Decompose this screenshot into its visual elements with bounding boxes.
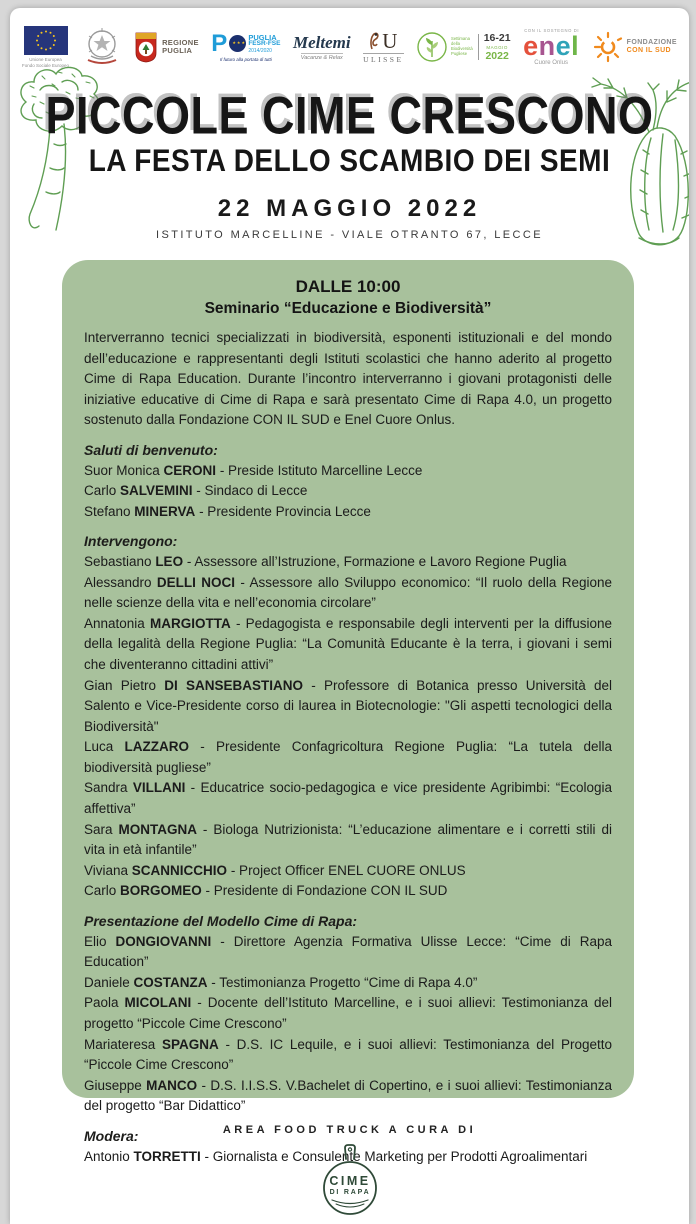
cime-di-rapa-pan-icon	[315, 1142, 385, 1222]
eu-flag-logo	[22, 26, 69, 68]
eu-flag-caption: Unione Europea Fondo Sociale Europeo	[22, 57, 70, 68]
regione-puglia-logo	[134, 31, 199, 63]
speaker-entry: Viviana SCANNICCHIO - Project Officer ENEL CUORE ONLUS	[84, 862, 466, 878]
speaker-entry: Annatonia MARGIOTTA - Pedagogista e responsabile degli interventi per la diffusione della legalità della Regione Puglia: “La Comunità Educante è la terra, i giovani i semi che diventeranno cittadini attivi”	[84, 615, 612, 672]
eu-flag-icon	[24, 26, 68, 55]
poster-card	[10, 8, 689, 1224]
po-puglia-line3: 2014/2020	[248, 47, 272, 54]
speaker-entry: Sebastiano LEO - Assessore all’Istruzione, Formazione e Lavoro Regione Puglia	[84, 553, 567, 569]
speaker-entry: Mariateresa SPAGNA - D.S. IC Lequile, e i suoi allievi: Testimonianza del Progetto “Piccole Cime Crescono”	[84, 1036, 613, 1073]
speaker-entry: Sandra VILLANI - Educatrice socio-pedagogica e vice presidente Agribimbi: “Ecologia affettiva”	[84, 780, 612, 817]
speaker-entry: Luca LAZZARO - Presidente Confagricoltura Regione Puglia: “La tutela della biodiversità pugliese”	[84, 739, 612, 775]
po-puglia-p: P	[211, 29, 228, 57]
page-subtitle: LA FESTA DELLO SCAMBIO DEI SEMI	[88, 143, 611, 178]
program-time: DALLE 10:00	[295, 277, 401, 296]
regione-puglia-label: REGIONE PUGLIA	[162, 37, 199, 55]
food-truck-label: AREA FOOD TRUCK A CURA DI	[222, 1124, 477, 1136]
ulisse-u: U	[382, 28, 398, 53]
event-date: 22 MAGGIO 2022	[217, 195, 482, 222]
po-puglia-line1: PUGLIA	[248, 32, 277, 42]
po-puglia-tagline: Il futuro alla portata di tutti	[219, 56, 272, 62]
speaker-entry: Giuseppe MANCO - D.S. I.I.S.S. V.Bachelet di Copertino, e i suoi allievi: Testimonianza del progetto “Bar Didattico”	[84, 1077, 612, 1114]
section-title: Saluti di benvenuto:	[84, 441, 218, 458]
settimana-biodiversita-logo	[416, 31, 511, 63]
seminar-title: Seminario “Educazione e Biodiversità”	[204, 300, 492, 317]
speaker-entry: Stefano MINERVA - Presidente Provincia Lecce	[84, 503, 371, 519]
section-title: Modera:	[84, 1127, 139, 1144]
biodiversity-plant-icon	[416, 31, 448, 63]
biodiversity-caption: Settimana della Biodiversità Pugliese	[451, 36, 473, 56]
enel-cuore-onlus-label: Cuore Onlus	[534, 60, 568, 66]
speaker-entry: Elio DONGIOVANNI - Direttore Agenzia Formativa Ulisse Lecce: “Cime di Rapa Education”	[84, 933, 612, 970]
speaker-entry: Carlo BORGOMEO - Presidente di Fondazione CON IL SUD	[84, 883, 448, 899]
speaker-entry: Suor Monica CERONI - Preside Istituto Marcelline Lecce	[84, 462, 423, 478]
speaker-entry: Sara MONTAGNA - Biologa Nutrizionista: “L’educazione alimentare e i corretti stili di vita in età infantile”	[84, 821, 612, 858]
speaker-entry: Carlo SALVEMINI - Sindaco di Lecce	[84, 483, 308, 499]
ulisse-label: ULISSE	[363, 54, 404, 64]
enel-wordmark: enel	[523, 31, 580, 61]
po-puglia-stars-icon: ★★★	[229, 35, 246, 52]
meltemi-wordmark: Meltemi	[292, 32, 351, 52]
partner-logo-strip	[18, 20, 681, 74]
po-puglia-logo	[211, 29, 281, 62]
speaker-entry: Daniele COSTANZA - Testimonianza Progetto “Cime di Rapa 4.0”	[84, 974, 478, 990]
brand-line2: DI RAPA	[329, 1189, 370, 1196]
event-venue: ISTITUTO MARCELLINE - VIALE OTRANTO 67, LECCE	[156, 229, 543, 241]
program-sections	[84, 440, 612, 1167]
speaker-entry: Antonio TORRETTI - Giornalista e Consulente Marketing per Prodotti Agroalimentari	[84, 1148, 588, 1164]
speaker-entry: Paola MICOLANI - Docente dell’Istituto Marcelline, e i suoi allievi: Testimonianza del progetto “Piccole Cime Crescono”	[84, 995, 612, 1031]
enel-support-note: CON IL SOSTEGNO DI	[524, 28, 580, 33]
brand-line1: CIME	[328, 1174, 371, 1188]
po-puglia-line2: FESR-FSE	[248, 40, 281, 47]
section-title: Presentazione del Modello Cime di Rapa:	[84, 913, 358, 930]
ulisse-logo	[363, 28, 404, 64]
regione-puglia-shield-icon	[134, 31, 158, 63]
meltemi-logo	[293, 34, 351, 61]
section-title: Intervengono:	[84, 533, 178, 550]
program-intro: Interverranno tecnici specializzati in biodiversità, esponenti istituzionali e del mondo dell’educazione e rappresentanti degli Istituti scolastici che hanno aderito al progetto Cime di Rapa Education. Durante l’incontro interverranno i giovani protagonisti delle iniziative educative di Cime di Rapa e sarà presentato Cime di Rapa 4.0, un progetto sostenuto dalla Fondazione CON IL SUD e Enel Cuore Onlus.	[84, 330, 612, 428]
cime-di-rapa-logo	[10, 1142, 689, 1222]
speaker-entry: Alessandro DELLI NOCI - Assessore allo Sviluppo economico: “Il ruolo della Regione nelle scienze della vita e nell’economia circolare”	[84, 574, 612, 611]
ulisse-figure-icon	[369, 31, 381, 51]
biodiversity-divider	[478, 34, 479, 60]
speaker-entry: Gian Pietro DI SANSEBASTIANO - Professore di Botanica presso Università del Salento e Vice-Presidente corso di laurea in Biotecnologie: "Gli aspetti tecnologici della Biodiversità"	[84, 677, 612, 734]
meltemi-tagline: Vacanze & Relax	[300, 54, 343, 61]
page-title: PICCOLE CIME CRESCONO	[45, 85, 654, 146]
fondazione-label: FONDAZIONE CON IL SUD	[626, 39, 677, 54]
enel-cuore-logo	[523, 28, 579, 66]
biodiversity-dates: 16-21 MAGGIO 2022	[483, 31, 511, 62]
